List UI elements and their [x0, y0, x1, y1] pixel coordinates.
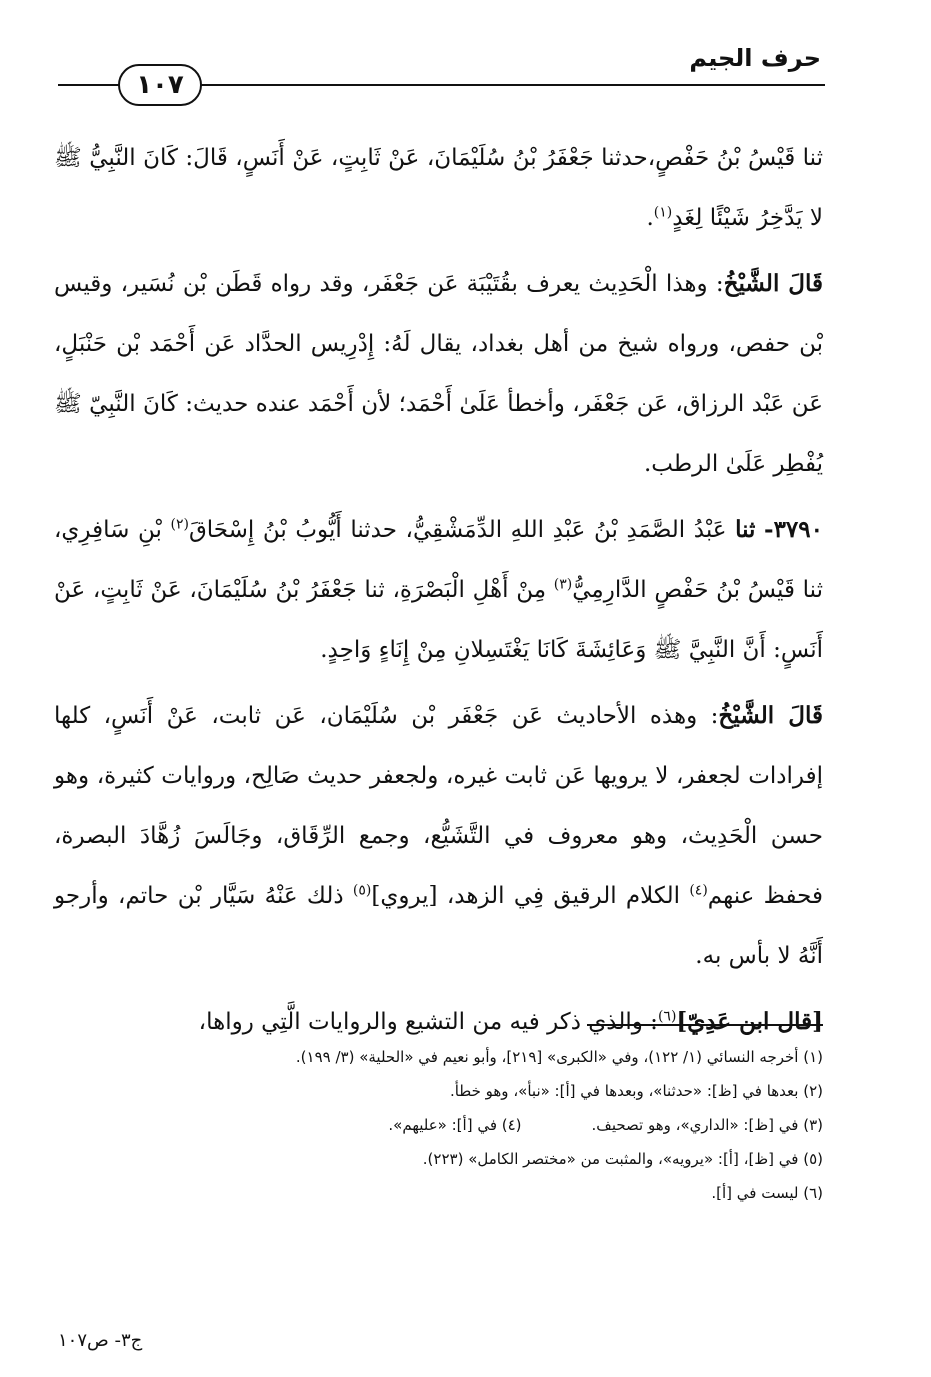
p3-text-b: بْنِ سَافِرِي، ثنا قَيْسُ بْنُ حَفْصٍ الدَّارِمِيُّ	[54, 517, 824, 603]
footnote-5: (٥) في [ظ]، [أ]: «يرويه»، والمثبت من «مختصر الكامل» (٢٢٣).	[422, 1150, 823, 1168]
p1-line1: ثنا قَيْسُ بْنُ حَفْصٍ،حدثنا جَعْفَرُ بْنُ سُلَيْمَانَ، عَنْ ثَابِتٍ، عَنْ أَنَسٍ، قَالَ: كَانَ	[143, 145, 824, 171]
footnote-ref-1[interactable]: (١)	[653, 204, 673, 221]
main-text	[54, 128, 823, 1052]
paragraph-2	[54, 254, 823, 494]
thana-label: ثنا	[735, 516, 756, 543]
hadith-number: ٣٧٩٠-	[764, 516, 823, 543]
p5-text: : والذي ذكر فيه من التشيع والروايات الَّتِي رواها،	[198, 1009, 658, 1035]
footnote-4: (٤) في [أ]: «عليهم».	[388, 1116, 522, 1134]
footnote-ref-2[interactable]: (٢)	[170, 516, 189, 533]
speaker-label: قَالَ الشَّيْخُ	[718, 702, 823, 729]
paragraph-3-hadith-3790	[54, 500, 823, 680]
p4-text-a: : وهذه الأحاديث عَن جَعْفَر بْن سُلَيْمَان، عَن ثابت، عَنْ أَنَسٍ، كلها إفرادات لجعفر، لا يرويها عَن ثابت غيره، ولجعفر حديث صَالِح، وروايات كثيرة، وهو حسن الْحَدِيث، وهو معروف في التَّشَيُّع، وجمع الرِّقَاق، وجَالَسَ زُهَّادَ البصرة، فحفظ عنهم	[54, 703, 823, 909]
p2-text: : وهذا الْحَدِيث يعرف بقُتَيْبَة عَن جَعْفَر، وقد رواه قَطَن بْن نُسَير، وقيس بْن حفص، ورواه شيخ من أهل بغداد، يقال لَهُ: إِدْرِيس الحدَّاد عَن أَحْمَد بْن حَنْبَلٍ، عَن عَبْد الرزاق، عَن جَعْفَر، وأخطأ عَلَىٰ أَحْمَد؛ لأن أَحْمَد عنده حديث: كَانَ النَّبِيّ ﷺ يُفْطِر عَلَىٰ الرطب.	[54, 271, 823, 477]
footnote-ref-6[interactable]: (٦)	[657, 1008, 677, 1025]
p1-end: .	[646, 205, 654, 231]
footnote-ref-3[interactable]: (٣)	[553, 576, 573, 593]
speaker-label: [قال ابن عَدِيّ]	[676, 1008, 823, 1035]
p4-text-b: الكلام الرقيق فِي الزهد، [يروي]	[371, 883, 690, 909]
chapter-title: حرف الجيم	[689, 44, 821, 72]
p3-text-c: مِنْ أَهْلِ الْبَصْرَةِ، ثنا جَعْفَرُ بْنُ سُلَيْمَانَ، عَنْ ثَابِتٍ، عَنْ أَنَسٍ: أَنَّ النَّبِيَّ ﷺ وَعَائِشَةَ كَانَا يَغْتَسِلانِ مِنْ إِنَاءٍ وَاحِدٍ.	[54, 577, 823, 663]
footnote-ref-4[interactable]: (٤)	[689, 882, 708, 899]
footnote-separator	[587, 1024, 823, 1026]
footnote-6: (٦) ليست في [أ].	[711, 1184, 823, 1202]
p3-text-a: عَبْدُ الصَّمَدِ بْنُ عَبْدِ اللهِ الدِّمَشْقِيُّ، حدثنا أَيُّوبُ بْنُ إِسْحَاقَ	[188, 517, 736, 543]
footnote-3-4-row	[70, 1108, 823, 1142]
page-number-badge: ١٠٧	[118, 64, 202, 106]
footnote-1: (١) أخرجه النسائي (١/ ١٢٢)، وفي «الكبرى» [٢١٩]، وأبو نعيم في «الحلية» (٣/ ١٩٩).	[295, 1048, 823, 1066]
paragraph-1	[54, 128, 823, 248]
footnote-3: (٣) في [ظ]: «الداري»، وهو تصحيف.	[591, 1116, 823, 1134]
footnotes	[70, 1040, 823, 1210]
footnote-ref-5[interactable]: (٥)	[352, 882, 372, 899]
paragraph-4	[54, 686, 823, 986]
p1-line2: النَّبِيُّ ﷺ لا يَدَّخِرُ شَيْئًا لِغَدٍ	[54, 145, 823, 231]
speaker-label: قَالَ الشَّيْخُ	[723, 270, 823, 297]
p4-text-c: ذلك عَنْهُ سَيَّار بْن حاتم، وأرجو أَنَّهُ لا بأس به.	[54, 883, 823, 969]
volume-page-reference: ج٣- ص١٠٧	[58, 1330, 143, 1351]
footnote-2: (٢) بعدها في [ظ]: «حدثنا»، وبعدها في [أ]: «نبأ»، وهو خطأ.	[449, 1082, 823, 1100]
